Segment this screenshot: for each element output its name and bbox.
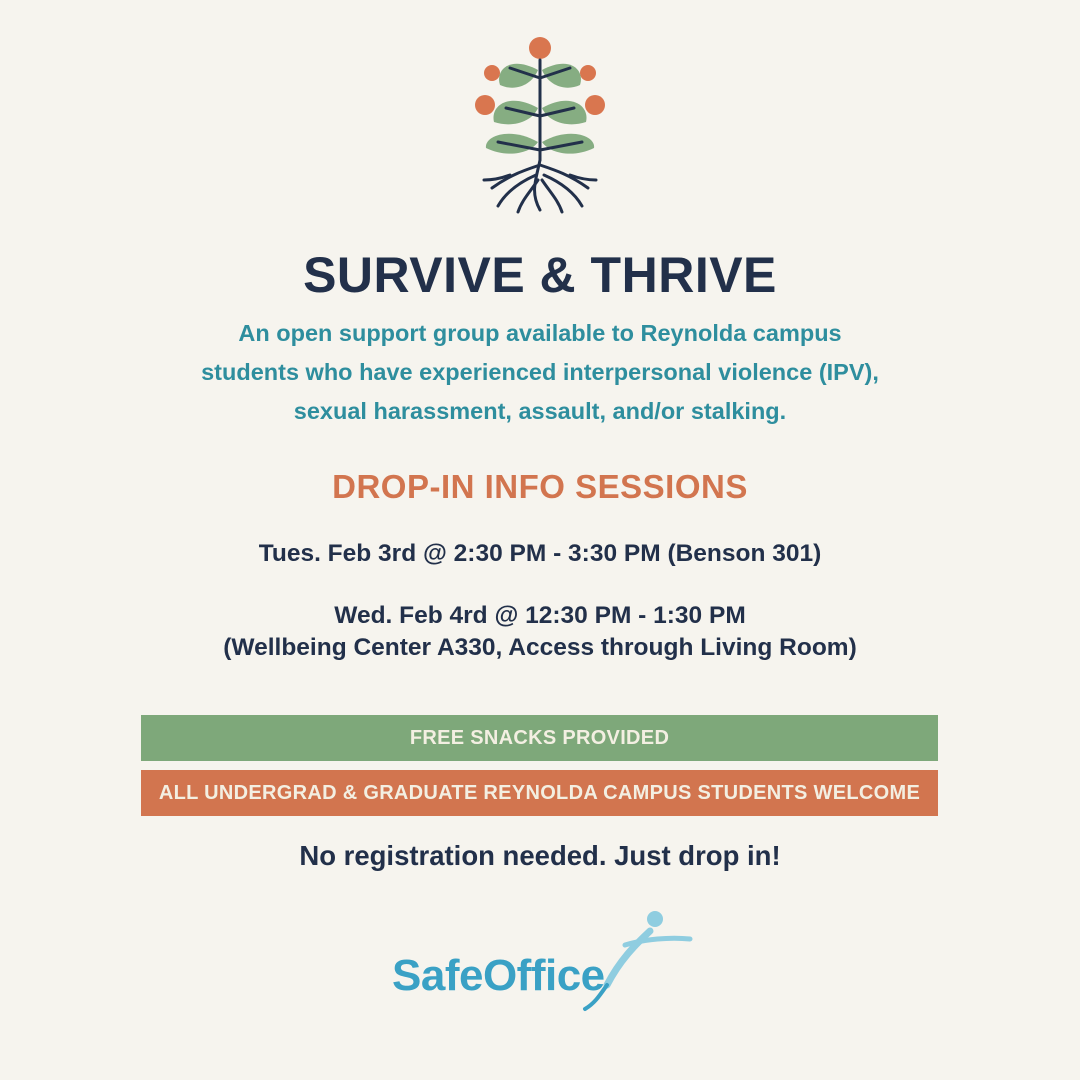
snacks-banner: FREE SNACKS PROVIDED <box>141 715 938 761</box>
session-item <box>0 600 1080 664</box>
safe-office-logo <box>380 905 710 1015</box>
plant-logo-icon <box>470 30 610 215</box>
session-item <box>0 538 1080 570</box>
intro-text: An open support group available to Reynolda campus students who have experienced interpersonal violence (IPV), sexual harassment, assault, and/or stalking. <box>201 320 879 424</box>
page-title: SURVIVE & THRIVE <box>303 247 777 303</box>
session-line: Wed. Feb 4rd @ 12:30 PM - 1:30 PM <box>334 602 746 629</box>
sessions-heading: DROP-IN INFO SESSIONS <box>332 468 748 505</box>
jumping-figure-icon <box>555 905 705 1015</box>
welcome-banner: ALL UNDERGRAD & GRADUATE REYNOLDA CAMPUS STUDENTS WELCOME <box>141 770 938 816</box>
closing-text: No registration needed. Just drop in! <box>299 840 781 871</box>
brand-name: SafeOffice <box>392 951 605 1000</box>
session-line: Tues. Feb 3rd @ 2:30 PM - 3:30 PM (Benson 301) <box>258 540 822 567</box>
session-location: (Wellbeing Center A330, Access through Living Room) <box>223 634 857 661</box>
